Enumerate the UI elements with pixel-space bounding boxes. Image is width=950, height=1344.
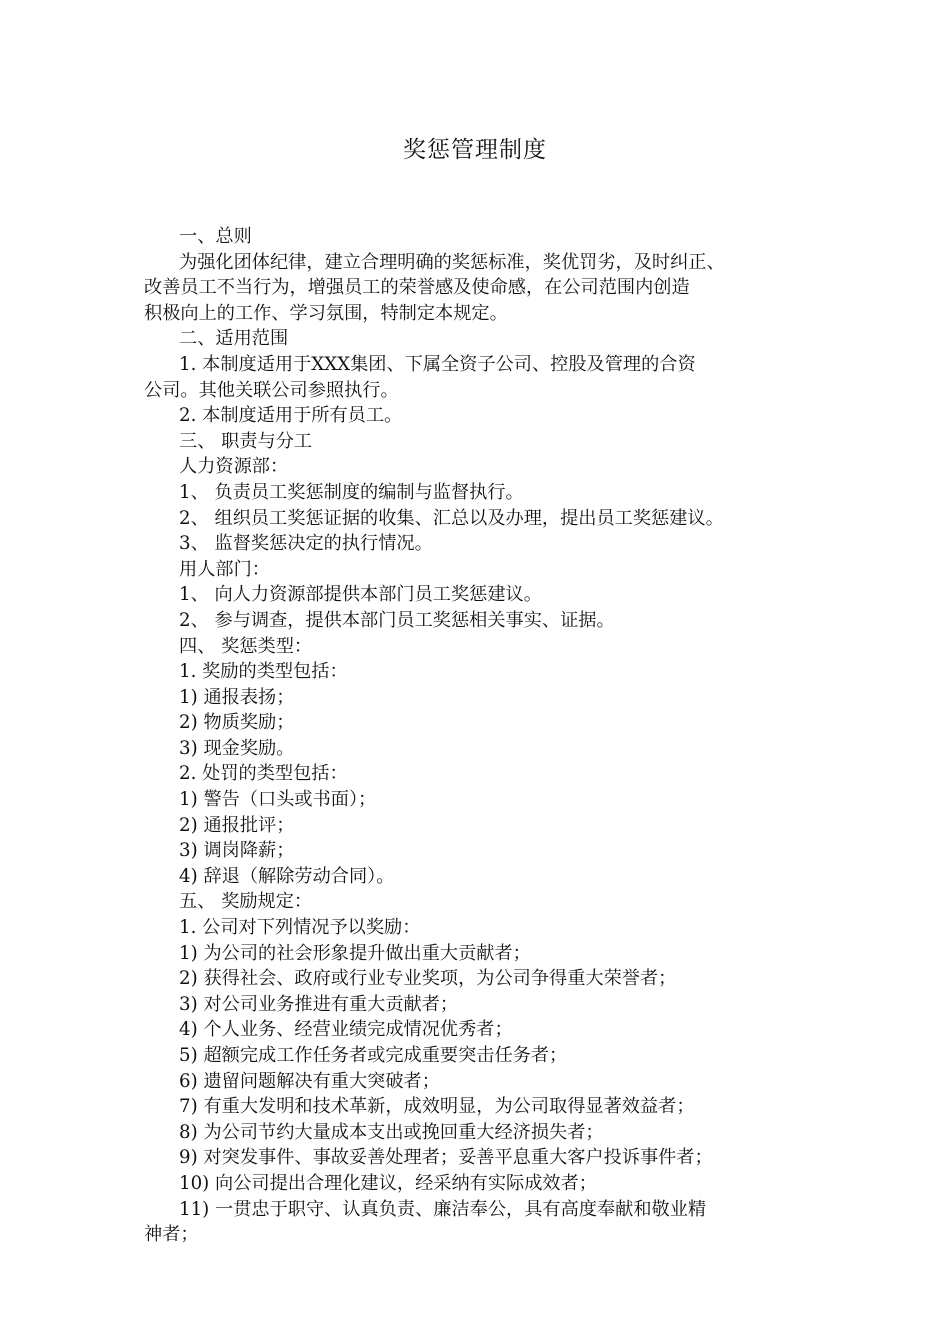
- text-line: 2. 本制度适用于所有员工。: [179, 405, 403, 427]
- text-line: 10) 向公司提出合理化建议，经采纳有实际成效者；: [179, 1172, 597, 1194]
- text-line: 1. 本制度适用于XXX集团、下属全资子公司、控股及管理的合资: [179, 353, 696, 375]
- text-line: 2、 组织员工奖惩证据的收集、汇总以及办理，提出员工奖惩建议。: [179, 507, 724, 529]
- text-line: 改善员工不当行为，增强员工的荣誉感及使命感，在公司范围内创造: [144, 277, 690, 299]
- document-body: [144, 224, 830, 1248]
- text-line: 3) 对公司业务推进有重大贡献者；: [179, 993, 459, 1015]
- text-line: 4) 个人业务、经营业绩完成情况优秀者；: [179, 1019, 513, 1041]
- text-line: 公司。其他关联公司参照执行。: [144, 379, 399, 401]
- text-line: 三、 职责与分工: [179, 430, 313, 452]
- text-line: 4) 辞退（解除劳动合同）。: [179, 865, 395, 887]
- text-line: 7) 有重大发明和技术革新，成效明显，为公司取得显著效益者；: [179, 1096, 695, 1118]
- text-line: 二、适用范围: [179, 328, 289, 350]
- text-line: 1. 奖励的类型包括：: [179, 661, 348, 683]
- text-line: 积极向上的工作、学习氛围，特制定本规定。: [144, 302, 508, 324]
- text-line: 为强化团体纪律，建立合理明确的奖惩标准，奖优罚劣，及时纠正、: [179, 251, 725, 273]
- text-line: 9) 对突发事件、事故妥善处理者；妥善平息重大客户投诉事件者；: [179, 1147, 713, 1169]
- text-line: 2) 通报批评；: [179, 814, 295, 836]
- text-line: 3) 调岗降薪；: [179, 840, 295, 862]
- text-line: 1) 警告（口头或书面）；: [179, 789, 377, 811]
- document-title: 奖惩管理制度: [403, 137, 547, 163]
- text-line: 3、 监督奖惩决定的执行情况。: [179, 533, 433, 555]
- text-line: 五、 奖励规定：: [179, 891, 313, 913]
- text-line: 1) 为公司的社会形象提升做出重大贡献者；: [179, 942, 531, 964]
- text-line: 2) 物质奖励；: [179, 712, 295, 734]
- text-line: 1. 公司对下列情况予以奖励：: [179, 917, 421, 939]
- text-line: 11) 一贯忠于职守、认真负责、廉洁奉公，具有高度奉献和敬业精: [179, 1198, 707, 1220]
- text-line: 一、总则: [179, 226, 252, 247]
- text-line: 1、 负责员工奖惩制度的编制与监督执行。: [179, 481, 524, 503]
- text-line: 3) 现金奖励。: [179, 737, 295, 759]
- text-line: 2、 参与调查，提供本部门员工奖惩相关事实、证据。: [179, 609, 615, 631]
- text-line: 人力资源部：: [179, 456, 289, 478]
- text-line: 5) 超额完成工作任务者或完成重要突击任务者；: [179, 1045, 568, 1066]
- text-line: 8) 为公司节约大量成本支出或挽回重大经济损失者；: [179, 1121, 604, 1143]
- text-line: 6) 遗留问题解决有重大突破者；: [179, 1070, 440, 1092]
- text-line: 2. 处罚的类型包括：: [179, 763, 348, 785]
- text-line: 2) 获得社会、政府或行业专业奖项，为公司争得重大荣誉者；: [179, 968, 677, 990]
- text-line: 1、 向人力资源部提供本部门员工奖惩建议。: [179, 584, 542, 606]
- text-line: 四、 奖惩类型：: [179, 635, 313, 657]
- text-line: 用人部门：: [179, 558, 270, 580]
- text-line: 1) 通报表扬；: [179, 686, 295, 708]
- text-line: 神者；: [144, 1224, 199, 1246]
